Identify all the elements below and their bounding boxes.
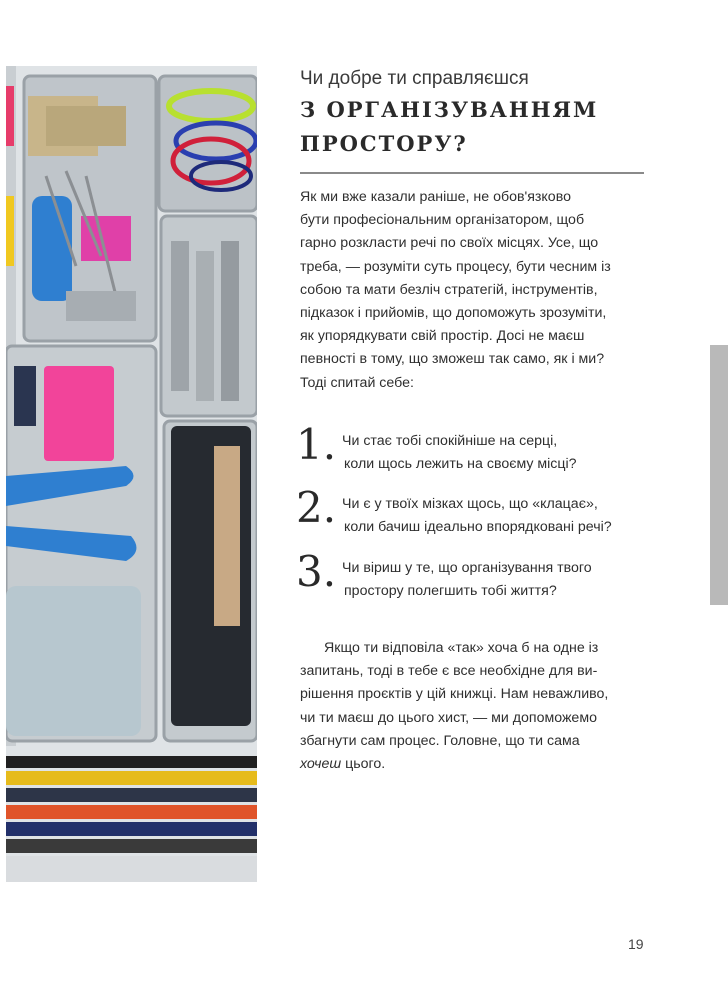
question-text xyxy=(342,557,592,603)
closing-line: запитань, тоді в тебе є все необхідне для ви- xyxy=(300,663,598,680)
closing-line-rest: цього. xyxy=(341,756,386,773)
page-number: 19 xyxy=(628,936,644,952)
closing-line: збагнути сам процес. Головне, що ти сама xyxy=(300,732,580,749)
chapter-tab xyxy=(710,345,728,605)
closing-paragraph xyxy=(300,637,650,776)
question-2 xyxy=(296,483,656,547)
question-number: 2. xyxy=(296,483,337,532)
question-3 xyxy=(296,547,656,611)
question-line: коли бачиш ідеально впорядковані речі? xyxy=(344,519,612,535)
intro-line: певності в тому, що зможеш так само, як і ми? xyxy=(300,351,605,368)
closing-line: чи ти маєш до цього хист, — ми допоможемо xyxy=(300,709,597,726)
question-1 xyxy=(296,420,656,484)
emphasis-word: хочеш xyxy=(300,756,342,773)
heading-line-3: ПРОСТОРУ? xyxy=(300,131,468,156)
intro-line: Як ми вже казали раніше, не обов'язково xyxy=(300,189,571,205)
question-text xyxy=(342,430,577,476)
intro-line: підказок і прийомів, що допоможуть зрозуміти, xyxy=(300,305,607,322)
heading-line-1: Чи добре ти справляєшся xyxy=(300,68,529,89)
question-number: 1. xyxy=(296,420,337,469)
drawer-photo-illustration xyxy=(6,66,257,882)
heading-divider xyxy=(300,172,644,174)
question-line: Чи є у твоїх мізках щось, що «клацає», xyxy=(342,496,598,512)
closing-line xyxy=(300,753,650,776)
intro-line: Тоді спитай себе: xyxy=(300,374,414,391)
intro-line: бути професіональним організатором, щоб xyxy=(300,212,585,229)
question-line: Чи стає тобі спокійніше на серці, xyxy=(342,433,558,449)
question-line: простору полегшить тобі життя? xyxy=(344,583,557,599)
intro-paragraph xyxy=(300,186,650,395)
question-number: 3. xyxy=(296,547,337,596)
intro-line: треба, — розуміти суть процесу, бути чесним із xyxy=(300,258,611,275)
intro-line: гарно розкласти речі по своїх місцях. Усе, що xyxy=(300,235,599,252)
question-line: коли щось лежить на своєму місці? xyxy=(344,456,577,472)
intro-line: як упорядкувати свій простір. Досі не маєш xyxy=(300,328,585,345)
heading-line-2: З ОРГАНІЗУВАННЯМ xyxy=(300,97,599,122)
closing-line: Якщо ти відповіла «так» хоча б на одне із xyxy=(324,640,599,656)
question-text xyxy=(342,493,612,539)
closing-line: рішення проєктів у цій книжці. Нам неважливо, xyxy=(300,686,609,703)
intro-line: собою та мати безліч стратегій, інструментів, xyxy=(300,281,598,298)
question-line: Чи віриш у те, що організування твого xyxy=(342,560,592,576)
drawer-photo xyxy=(6,66,257,882)
